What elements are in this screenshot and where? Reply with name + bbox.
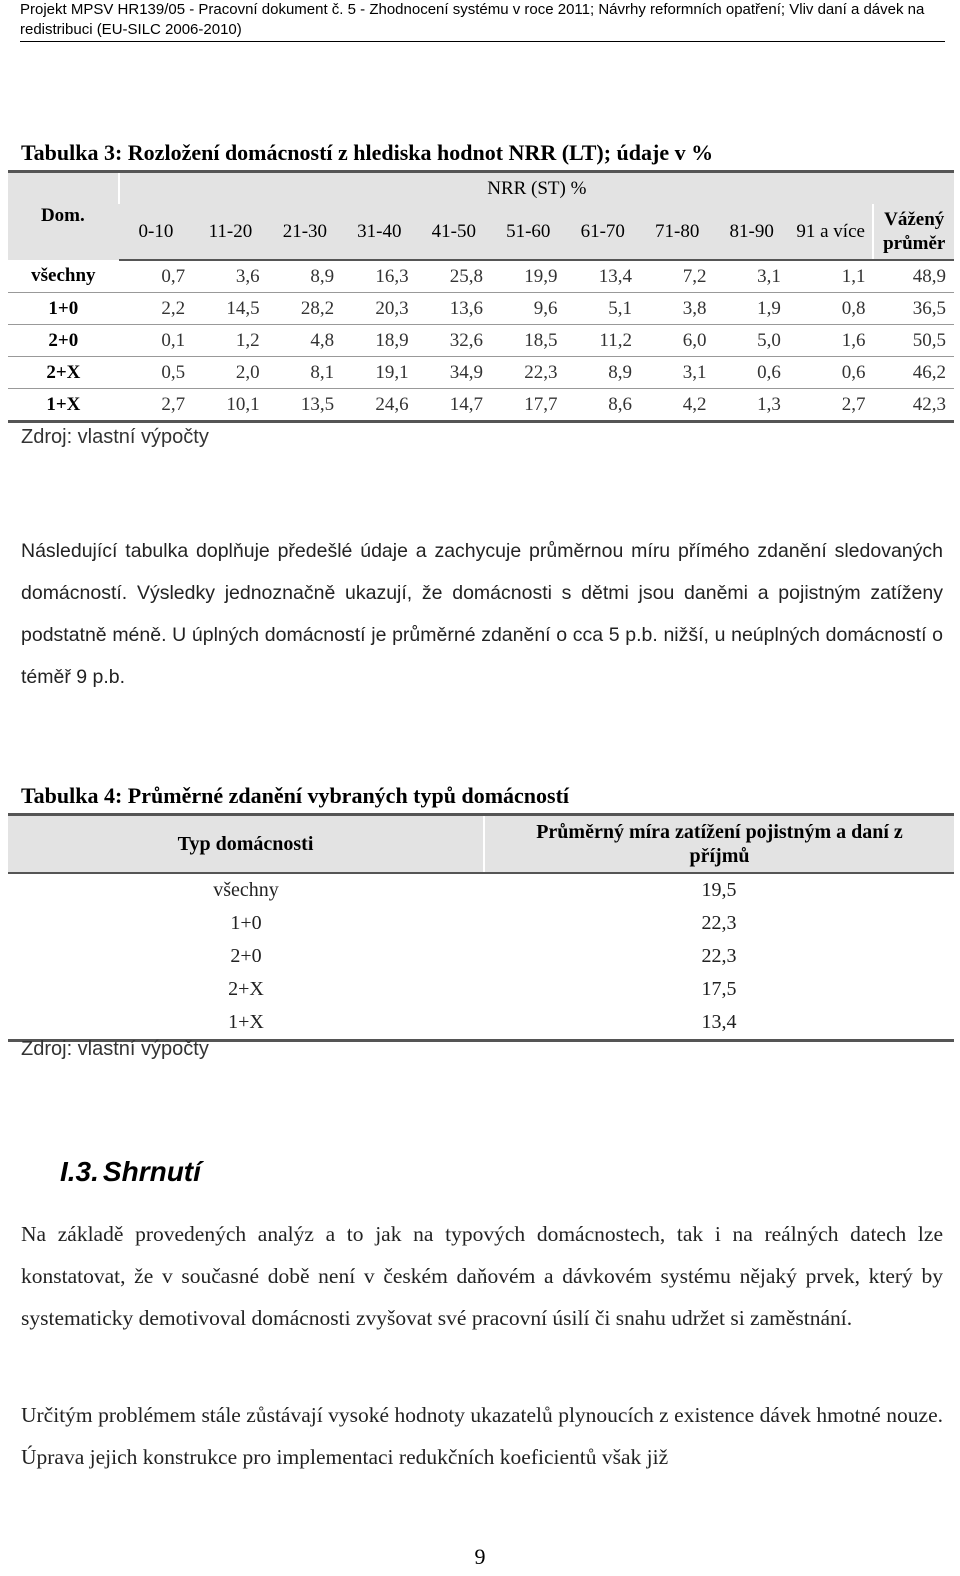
col-header: 61-70	[566, 204, 640, 260]
col-header: 31-40	[342, 204, 416, 260]
household-type: 1+0	[230, 912, 262, 934]
section-heading	[60, 1156, 201, 1188]
household-type: 2+X	[228, 978, 264, 1000]
table-cell: 1,3	[714, 389, 788, 422]
table-cell: 11,2	[566, 325, 640, 357]
table-row	[8, 907, 954, 940]
table-cell: 18,5	[491, 325, 565, 357]
table-cell: 14,7	[417, 389, 491, 422]
table-cell: 1,1	[789, 260, 874, 293]
table-cell: 10,1	[193, 389, 267, 422]
table-cell: 2,7	[119, 389, 193, 422]
table-cell: 8,9	[268, 260, 342, 293]
table-cell: 42,3	[873, 389, 954, 422]
table-cell: 2,7	[789, 389, 874, 422]
table-cell: 0,1	[119, 325, 193, 357]
col-header: 51-60	[491, 204, 565, 260]
table4-caption: Tabulka 4: Průměrné zdanění vybraných typů domácností	[21, 783, 570, 808]
tax-rate: 17,5	[701, 978, 737, 1000]
table-cell: 0,6	[714, 357, 788, 389]
col-header-rate: Průměrný míra zatížení pojistným a daní z příjmů	[484, 815, 954, 874]
table3-caption: Tabulka 3: Rozložení domácností z hlediska hodnot NRR (LT); údaje v %	[21, 140, 714, 165]
tax-rate: 19,5	[701, 879, 737, 901]
table-cell: 36,5	[873, 293, 954, 325]
table-cell: 50,5	[873, 325, 954, 357]
running-header: Projekt MPSV HR139/05 - Pracovní dokument č. 5 - Zhodnocení systému v roce 2011; Návrhy reformních opatření; Vliv daní a dávek na redistribuci (EU-SILC 2006-2010)	[20, 0, 945, 42]
col-header: 11-20	[193, 204, 267, 260]
table-cell: 2,0	[193, 357, 267, 389]
table-row	[8, 1006, 954, 1041]
paragraph: Následující tabulka doplňuje předešlé údaje a zachycuje průměrnou míru přímého zdanění sledovaných domácností. Výsledky jednoznačně ukazují, že domácnosti s dětmi jsou daněmi a pojistným zatíženy podstatně méně. U úplných domácností je průměrné zdanění o cca 5 p.b. nižší, u neúplných domácností o téměř 9 p.b.	[21, 540, 943, 688]
table-cell: 3,1	[714, 260, 788, 293]
table-row	[8, 260, 954, 293]
table-cell: 5,1	[566, 293, 640, 325]
row-label: 2+X	[8, 357, 119, 389]
table-cell: 0,6	[789, 357, 874, 389]
section-number: I.3.	[60, 1156, 99, 1187]
table-cell: 16,3	[342, 260, 416, 293]
table-cell: 3,6	[193, 260, 267, 293]
row-label-header: Dom.	[8, 172, 119, 261]
table-cell: 7,2	[640, 260, 714, 293]
table-cell: 2,2	[119, 293, 193, 325]
table-cell: 5,0	[714, 325, 788, 357]
table-cell: 46,2	[873, 357, 954, 389]
table-cell: 34,9	[417, 357, 491, 389]
col-header: 0-10	[119, 204, 193, 260]
table3-source: Zdroj: vlastní výpočty	[21, 426, 209, 448]
row-label: 1+0	[8, 293, 119, 325]
table-cell: 4,8	[268, 325, 342, 357]
table-cell: 28,2	[268, 293, 342, 325]
paragraph: Určitým problémem stále zůstávají vysoké hodnoty ukazatelů plynoucích z existence dávek hmotné nouze. Úprava jejich konstrukce pro implementaci redukčních koeficientů však již	[21, 1403, 943, 1469]
table-row	[8, 389, 954, 422]
table-row	[8, 873, 954, 907]
table-cell: 14,5	[193, 293, 267, 325]
table-row	[8, 293, 954, 325]
table-row	[8, 940, 954, 973]
table-row	[8, 325, 954, 357]
tax-rate: 13,4	[484, 1006, 954, 1041]
tax-rate: 22,3	[701, 945, 737, 967]
table-cell: 22,3	[491, 357, 565, 389]
weighted-avg-header: Vážený průměr	[873, 204, 954, 260]
paragraph: Na základě provedených analýz a to jak na typových domácnostech, tak i na reálných datech lze konstatovat, že v současné době není v českém daňovém a dávkovém systému nějaký prvek, který by systematicky demotivoval domácnosti zvyšovat své pracovní úsilí či snahu udržet si zaměstnání.	[21, 1222, 943, 1330]
table4	[8, 813, 954, 1042]
table-cell: 1,9	[714, 293, 788, 325]
table-cell: 6,0	[640, 325, 714, 357]
col-header: 41-50	[417, 204, 491, 260]
page-number: 9	[474, 1544, 486, 1569]
table-cell: 1,6	[789, 325, 874, 357]
table-cell: 19,9	[491, 260, 565, 293]
table-row	[8, 973, 954, 1006]
table-cell: 0,7	[119, 260, 193, 293]
table-cell: 8,9	[566, 357, 640, 389]
table-cell: 4,2	[640, 389, 714, 422]
table-cell: 8,6	[566, 389, 640, 422]
table-cell: 9,6	[491, 293, 565, 325]
tax-rate: 22,3	[701, 912, 737, 934]
table-cell: 17,7	[491, 389, 565, 422]
table-cell: 18,9	[342, 325, 416, 357]
table-cell: 32,6	[417, 325, 491, 357]
col-header: 21-30	[268, 204, 342, 260]
col-header-type: Typ domácnosti	[8, 815, 484, 874]
table-cell: 3,8	[640, 293, 714, 325]
table-row	[8, 357, 954, 389]
table3	[8, 170, 954, 423]
table-cell: 13,4	[566, 260, 640, 293]
household-type: 2+0	[230, 945, 262, 967]
col-header: 91 a více	[789, 204, 874, 260]
table-cell: 25,8	[417, 260, 491, 293]
col-header: 81-90	[714, 204, 788, 260]
row-label: všechny	[8, 260, 119, 293]
household-type: 1+X	[8, 1006, 484, 1041]
table-cell: 20,3	[342, 293, 416, 325]
table-cell: 19,1	[342, 357, 416, 389]
row-label: 2+0	[8, 325, 119, 357]
table-cell: 8,1	[268, 357, 342, 389]
household-type: všechny	[213, 879, 279, 901]
section-title: Shrnutí	[102, 1156, 201, 1187]
table4-source: Zdroj: vlastní výpočty	[21, 1038, 209, 1060]
table-cell: 48,9	[873, 260, 954, 293]
table-cell: 3,1	[640, 357, 714, 389]
table-cell: 24,6	[342, 389, 416, 422]
table-cell: 0,8	[789, 293, 874, 325]
table-cell: 1,2	[193, 325, 267, 357]
table-cell: 0,5	[119, 357, 193, 389]
row-label: 1+X	[8, 389, 119, 422]
table-cell: 13,5	[268, 389, 342, 422]
table-cell: 13,6	[417, 293, 491, 325]
group-header: NRR (ST) %	[119, 172, 954, 205]
col-header: 71-80	[640, 204, 714, 260]
